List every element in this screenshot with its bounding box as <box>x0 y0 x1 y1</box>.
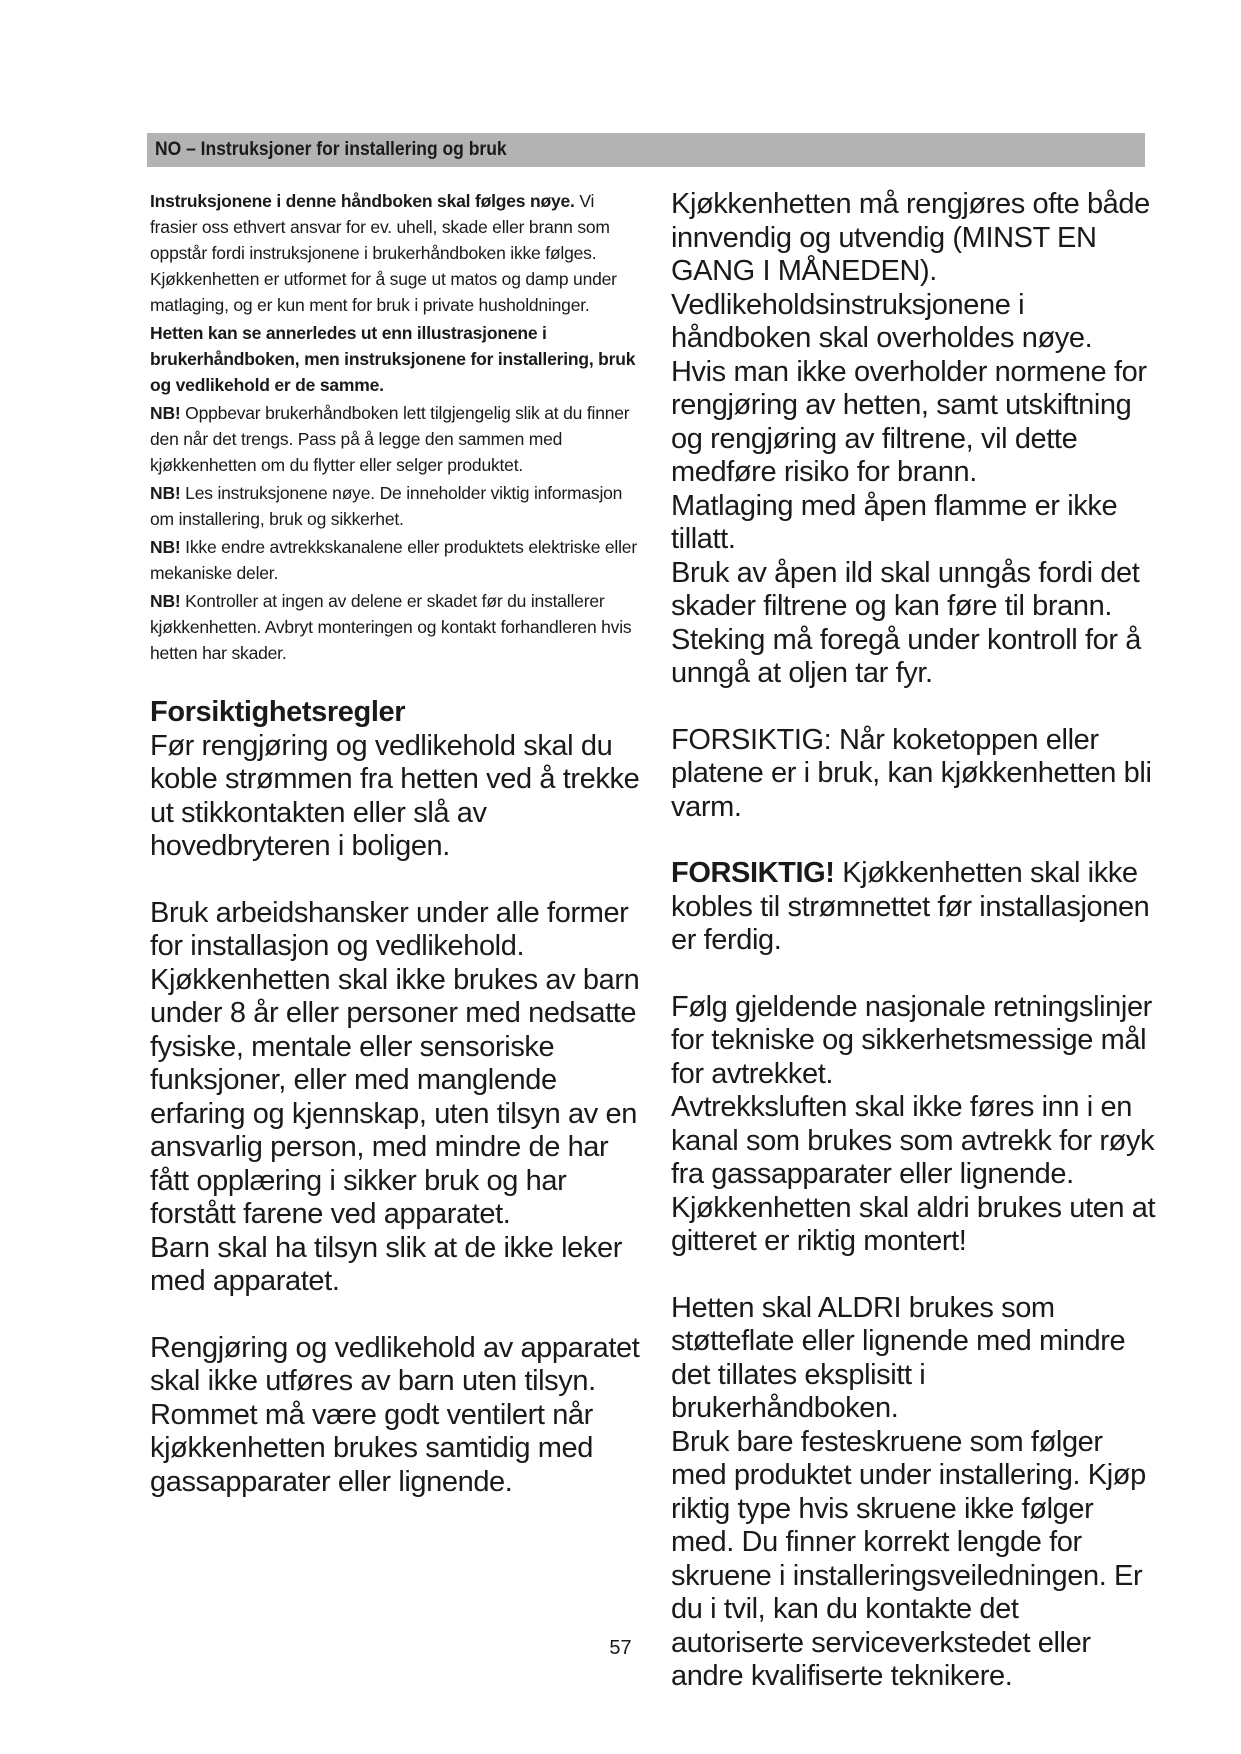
frying-paragraph: Steking må foregå under kontroll for å unngå at oljen tar fyr. <box>671 623 1142 689</box>
section-header-title: NO – Instruksjoner for installering og bruk <box>155 139 507 160</box>
page-number: 57 <box>609 1637 632 1659</box>
guidelines-paragraph: Følg gjeldende nasjonale retningslinjer for tekniske og sikkerhetsmessige mål for avtrekket. <box>671 990 1152 1090</box>
open-flame-paragraph: Matlaging med åpen flamme er ikke tillatt. <box>671 489 1118 555</box>
caution-hot-paragraph: FORSIKTIG: Når koketoppen eller platene er i bruk, kan kjøkkenhetten bli varm. <box>671 723 1152 823</box>
screws-paragraph: Bruk bare festeskruene som følger med produktet under installering. Kjøp riktig type hvis skruene ikke følger med. Du finner korrekt lengde for skruene i installeringsveiledningen. Er du i tvil, kan du kontakte det autoriserte serviceverkstedet eller andre kvalifiserte teknikere. <box>671 1425 1146 1692</box>
safety-paragraph-4: Rengjøring og vedlikehold av apparatet skal ikke utføres av barn uten tilsyn. Rommet må være godt ventilert når kjøkkenhetten brukes samtidig med gassapparater eller lignende. <box>150 1331 640 1498</box>
support-surface-paragraph: Hetten skal ALDRI brukes som støtteflate eller lignende med mindre det tillates eksplisitt i brukerhåndboken. <box>671 1291 1126 1424</box>
safety-section <box>150 696 640 1499</box>
exhaust-paragraph: Avtrekksluften skal ikke føres inn i en kanal som brukes som avtrekk for røyk fra gassapparater eller lignende. Kjøkkenhetten skal aldri brukes uten at gitteret er riktig montert! <box>671 1091 1156 1257</box>
section-header-bar <box>147 133 1145 167</box>
left-column <box>150 188 640 1499</box>
safety-paragraph-1: Før rengjøring og vedlikehold skal du koble strømmen fra hetten ved å trekke ut stikkontakten eller slå av hovedbryteren i boligen. <box>150 729 640 862</box>
nb-note-4: NB! Kontroller at ingen av delene er skadet før du installerer kjøkkenhetten. Avbryt monteringen og kontakt forhandleren hvis hetten har skader. <box>150 591 632 663</box>
nb-note-2: NB! Les instruksjonene nøye. De inneholder viktig informasjon om installering, bruk og sikkerhet. <box>150 483 623 529</box>
right-column <box>671 188 1156 1694</box>
cleaning-paragraph: Kjøkkenhetten må rengjøres ofte både innvendig og utvendig (MINST EN GANG I MÅNEDEN). Vedlikeholdsinstruksjonene i håndboken skal overholdes nøye. <box>671 188 1150 354</box>
safety-heading: Forsiktighetsregler <box>150 696 406 728</box>
safety-paragraph-3: Barn skal ha tilsyn slik at de ikke leker med apparatet. <box>150 1231 622 1297</box>
fire-risk-paragraph: Hvis man ikke overholder normene for rengjøring av hetten, samt utskiftning og rengjøring av filtrene, vil dette medføre risiko for brann. <box>671 355 1147 488</box>
nb-note-3: NB! Ikke endre avtrekkskanalene eller produktets elektriske eller mekaniske deler. <box>150 537 637 583</box>
intro-paragraph-1: Instruksjonene i denne håndboken skal følges nøye. Vi frasier oss ethvert ansvar for ev. uhell, skade eller brann som oppstår fordi instruksjonene i brukerhåndboken ikke følges. Kjøkkenhetten er utformet for å suge ut matos og damp under matlaging, og er kun ment for bruk i private husholdninger. <box>150 191 617 315</box>
intro-paragraph-2: Hetten kan se annerledes ut enn illustrasjonene i brukerhåndboken, men instruksjonene for installering, bruk og vedlikehold er de samme. <box>150 323 636 395</box>
caution-power-paragraph: FORSIKTIG! Kjøkkenhetten skal ikke kobles til strømnettet før installasjonen er ferdig. <box>671 857 1150 956</box>
safety-paragraph-2: Bruk arbeidshansker under alle former for installasjon og vedlikehold. Kjøkkenhetten skal ikke brukes av barn under 8 år eller personer med nedsatte fysiske, mentale eller sensoriske funksjoner, eller med manglende erfaring og kjennskap, uten tilsyn av en ansvarlig person, med mindre de har fått opplæring i sikker bruk og har forstått farene ved apparatet. <box>150 896 640 1230</box>
open-fire-paragraph: Bruk av åpen ild skal unngås fordi det skader filtrene og kan føre til brann. <box>671 556 1140 622</box>
intro-section <box>150 188 640 666</box>
nb-note-1: NB! Oppbevar brukerhåndboken lett tilgjengelig slik at du finner den når det trengs. Pass på å legge den sammen med kjøkkenhetten om du flytter eller selger produktet. <box>150 403 630 475</box>
